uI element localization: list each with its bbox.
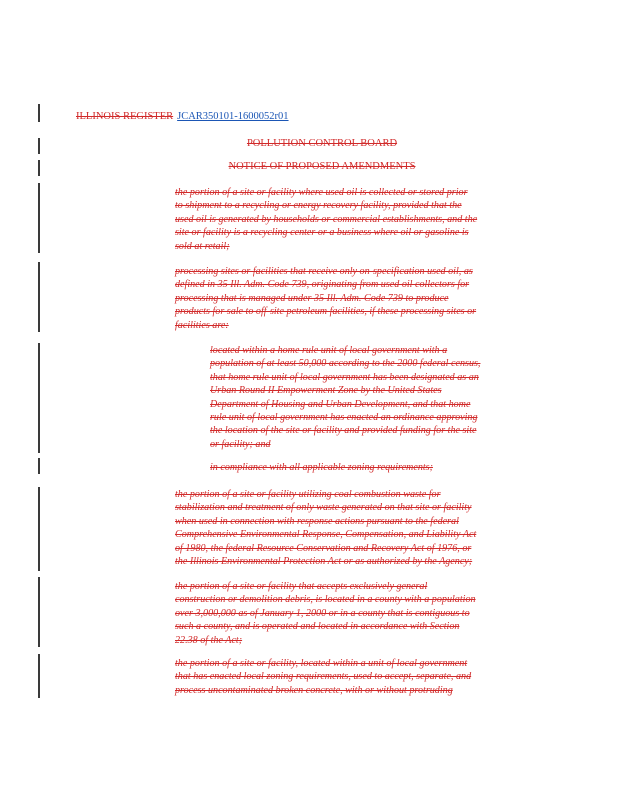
board-title: POLLUTION CONTROL BOARD [246,138,398,149]
text-line: construction or demolition debris, is located in a county with a population [175,594,476,606]
text-line: the portion of a site or facility, located within a unit of local government [175,658,468,669]
text-line: that home rule unit of local government has been designated as an [210,371,479,383]
change-bar [38,104,40,122]
text-line: to shipment to a recycling or energy recovery facility, provided that the [175,200,462,212]
text-line: that has enacted local zoning requirements, used to accept, separate, and [175,671,472,683]
change-bar [38,183,40,253]
text-line: stabilization and treatment of only waste generated on that site or facility [175,502,472,514]
paragraph-zoning-compliance [210,461,433,474]
paragraph-used-oil [175,186,477,253]
text-line: site or facility is a recycling center or a business where oil or gasoline is [175,227,469,239]
text-line: sold at retail; [175,240,230,252]
text-line: Urban Round II Empowerment Zone by the United States [210,385,442,397]
notice-title: NOTICE OF PROPOSED AMENDMENTS [228,161,416,172]
text-line: used oil is generated by households or commercial establishments, and the [175,213,478,225]
text-line: defined in 35 Ill. Adm. Code 739, originating from used oil collectors for [175,279,470,291]
paragraph-demolition-debris [175,580,476,647]
paragraph-coal-combustion [175,488,476,568]
change-bar [38,458,40,474]
change-bar [38,487,40,571]
paragraph-broken-concrete [175,657,471,697]
change-bar [38,654,40,698]
text-line: 22.38 of the Act; [175,634,243,646]
text-line: facilities are: [175,319,229,331]
text-line: rule unit of local government has enacted an ordinance approving [210,412,478,424]
text-line: over 3,000,000 as of January 1, 2000 or in a county that is contiguous to [175,607,470,619]
text-line: the location of the site or facility and provided funding for the site [210,425,477,437]
text-line: products for sale to off-site petroleum facilities, if these processing sites or [175,306,477,318]
change-bar [38,343,40,453]
text-line: or facility; and [210,438,271,450]
text-line: the portion of a site or facility utilizing coal combustion waste for [175,489,441,500]
text-line: the portion of a site or facility that accepts exclusively general [175,581,428,592]
text-line: when used in connection with response actions pursuant to the federal [175,515,459,527]
paragraph-processing-sites [175,265,476,332]
register-name-deleted: ILLINOIS REGISTER [76,111,174,122]
text-line: processing that is managed under 35 Ill. Adm. Code 739 to produce [175,292,449,304]
text-line: such a county, and is operated and located in accordance with Section [175,621,460,633]
paragraph-home-rule-unit [210,344,480,451]
register-header [76,111,289,122]
text-line: process uncontaminated broken concrete, with or without protruding [175,684,453,696]
text-line: population of at least 50,000 according to the 2000 federal census, [210,358,481,370]
text-line: in compliance with all applicable zoning requirements; [210,462,433,473]
text-line: the Illinois Environmental Protection Act or as authorized by the Agency; [175,556,473,568]
change-bar [38,262,40,332]
text-line: processing sites or facilities that receive only on-specification used oil, as [175,266,473,277]
text-line: Department of Housing and Urban Development, and that home [210,398,471,410]
text-line: the portion of a site or facility where used oil is collected or stored prior [175,187,468,198]
text-line: Comprehensive Environmental Response, Compensation, and Liability Act [175,529,477,541]
change-bar [38,577,40,647]
text-line: located within a home rule unit of local government with a [210,345,448,356]
text-line: of 1980, the federal Resource Conservation and Recovery Act of 1976, or [175,542,472,554]
register-code-inserted: JCAR350101-1600052r01 [177,111,289,122]
